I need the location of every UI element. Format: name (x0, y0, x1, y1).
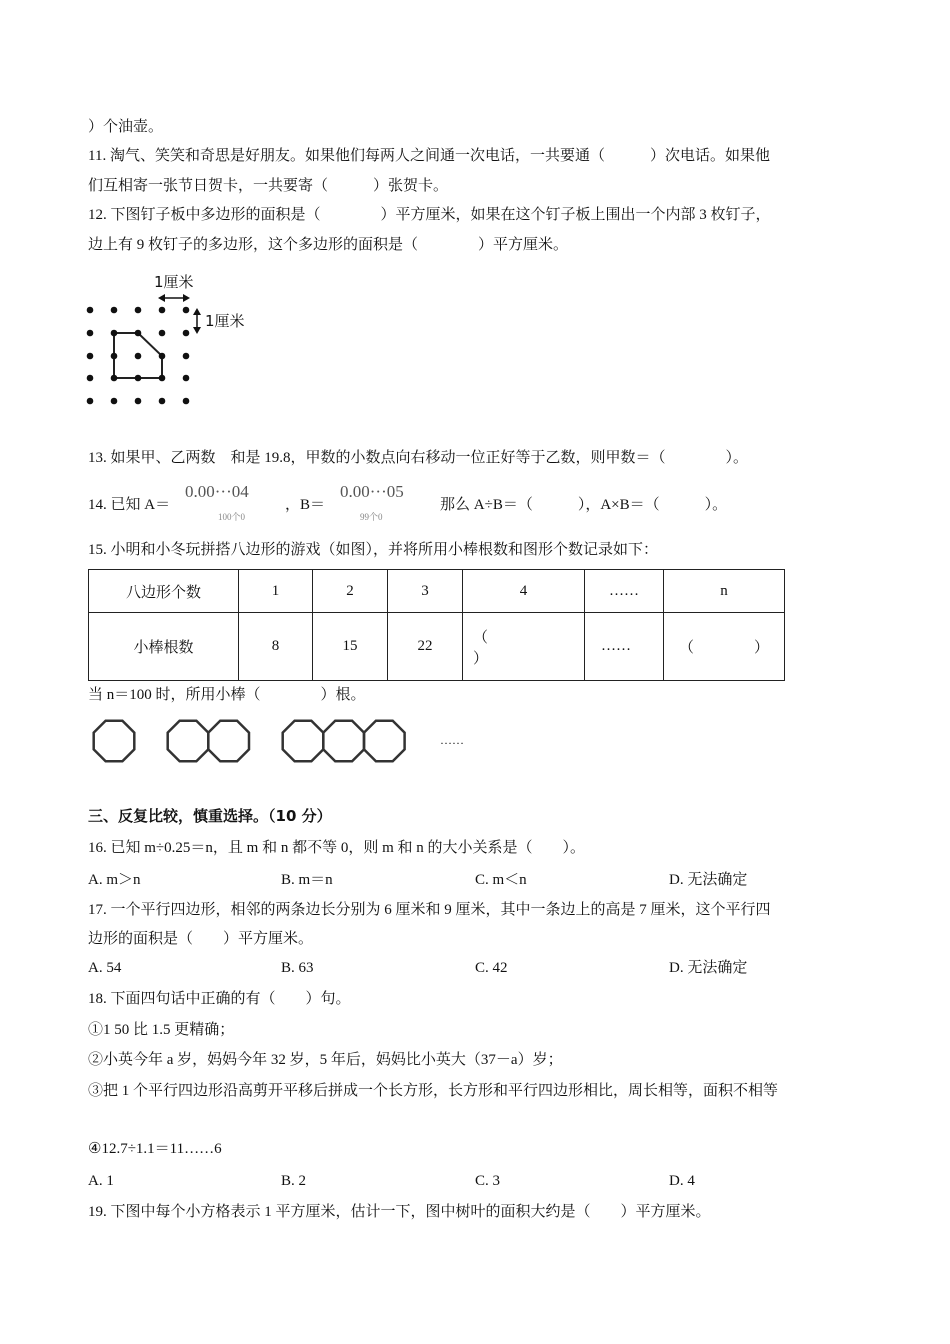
table-cell: n (664, 570, 785, 613)
ellipsis: …… (440, 733, 464, 747)
option-b: B. m＝n (281, 872, 333, 888)
option-d: D. 4 (669, 1173, 695, 1189)
option-b: B. 2 (281, 1173, 307, 1189)
nail-dot (87, 398, 94, 405)
octagon (94, 721, 135, 762)
table-cell: 8 (239, 613, 313, 681)
option-a: A. 54 (88, 960, 122, 976)
nail-dot (159, 398, 166, 405)
nail-board-figure (0, 0, 300, 420)
table-cell: 15 (313, 613, 388, 681)
option-d: D. 无法确定 (669, 960, 748, 976)
table-cell: 4 (463, 570, 585, 613)
statement-3: ③把 1 个平行四边形沿高剪开平移后拼成一个长方形，长方形和平行四边形相比，周长相等，面积不相等 (88, 1083, 779, 1099)
q14-mid: ，B＝ (285, 497, 326, 513)
text-line: 当 n＝100 时，所用小棒（ ）根。 (88, 687, 366, 703)
nail-dot (183, 330, 190, 337)
arrow-head (183, 294, 190, 302)
nail-dot (87, 353, 94, 360)
nail-dot (159, 375, 166, 382)
table-cell: 3 (388, 570, 463, 613)
octagon (283, 721, 324, 762)
question-16: 16. 已知 m÷0.25＝n，且 m 和 n 都不等 0，则 m 和 n 的大小关系是（ ）。 (88, 840, 585, 856)
option-b: B. 63 (281, 960, 314, 976)
table-cell: …… (585, 613, 664, 681)
nail-dot (183, 398, 190, 405)
q14-suffix: 那么 A÷B＝（ ），A×B＝（ ）。 (440, 497, 728, 513)
nail-dot (135, 353, 142, 360)
question-19: 19. 下图中每个小方格表示 1 平方厘米，估计一下，图中树叶的面积大约是（ ）平方厘米。 (88, 1204, 711, 1220)
b-note: 99个0 (360, 512, 383, 522)
question-17: 17. 一个平行四边形，相邻的两条边长分别为 6 厘米和 9 厘米，其中一条边上的高是 7 厘米，这个平行四 (88, 902, 771, 918)
nail-dot (183, 375, 190, 382)
table-cell: 八边形个数 (89, 570, 239, 613)
nail-dot (159, 330, 166, 337)
nail-dot (111, 330, 118, 337)
nail-dot (111, 398, 118, 405)
a-note: 100个0 (218, 512, 246, 522)
a-number: 0.00···04 (185, 482, 249, 501)
q14-prefix: 14. 已知 A＝ (88, 497, 171, 513)
octagon-table (88, 569, 785, 681)
question-13: 13. 如果甲、乙两数 和是 19.8，甲数的小数点向右移动一位正好等于乙数，则甲数＝（ ）。 (88, 450, 749, 466)
table-row (89, 570, 785, 613)
b-number: 0.00···05 (340, 482, 404, 501)
table-cell: 小棒根数 (89, 613, 239, 681)
table-cell: （ ） (463, 613, 585, 681)
nail-dot (111, 353, 118, 360)
text-line: 们互相寄一张节日贺卡，一共要寄（ ）张贺卡。 (88, 178, 449, 194)
text-line: 边形的面积是（ ）平方厘米。 (88, 931, 314, 947)
section-heading: 三、反复比较，慎重选择。（10 分） (88, 807, 332, 825)
question-11: 11. 淘气、笑笑和奇思是好朋友。如果他们每两人之间通一次电话，一共要通（ ）次电话。如果他 (88, 148, 770, 164)
octagon (208, 721, 249, 762)
question-12: 12. 下图钉子板中多边形的面积是（ ）平方厘米，如果在这个钉子板上围出一个内部 3 枚钉子， (88, 207, 771, 223)
nail-dot (87, 307, 94, 314)
question-18: 18. 下面四句话中正确的有（ ）句。 (88, 991, 351, 1007)
option-c: C. m＜n (475, 872, 527, 888)
table-cell: …… (585, 570, 664, 613)
arrow-head (193, 327, 201, 334)
octagons-figure (0, 700, 500, 780)
table-cell: 1 (239, 570, 313, 613)
octagon (323, 721, 364, 762)
text-line: ）个油壶。 (88, 119, 164, 135)
nail-dot (135, 375, 142, 382)
option-a: A. m＞n (88, 872, 141, 888)
option-d: D. 无法确定 (669, 872, 748, 888)
table-row (89, 613, 785, 681)
octagon (364, 721, 405, 762)
option-c: C. 42 (475, 960, 508, 976)
statement-2: ②小英今年 a 岁，妈妈今年 32 岁，5 年后，妈妈比小英大（37－a）岁； (88, 1052, 563, 1068)
unit-label-horizontal: 1厘米 (154, 273, 194, 291)
text-line: 边上有 9 枚钉子的多边形，这个多边形的面积是（ ）平方厘米。 (88, 237, 569, 253)
octagon (168, 721, 209, 762)
nail-dot (183, 307, 190, 314)
table-cell: 2 (313, 570, 388, 613)
nail-dot (135, 330, 142, 337)
statement-4: ④12.7÷1.1＝11……6 (88, 1141, 222, 1157)
nail-dot (135, 398, 142, 405)
arrow-head (193, 308, 201, 315)
table-cell: 22 (388, 613, 463, 681)
statement-1: ①1 50 比 1.5 更精确； (88, 1022, 235, 1038)
table-cell: （ ） (664, 613, 785, 681)
unit-label-vertical: 1厘米 (205, 312, 245, 330)
nail-dot (183, 353, 190, 360)
question-15: 15. 小明和小冬玩拼搭八边形的游戏（如图），并将所用小棒根数和图形个数记录如下： (88, 542, 659, 558)
nail-dot (135, 307, 142, 314)
nail-dot (159, 307, 166, 314)
arrow-head (158, 294, 165, 302)
nail-dot (111, 375, 118, 382)
nail-dot (159, 353, 166, 360)
option-a: A. 1 (88, 1173, 114, 1189)
nail-dot (111, 307, 118, 314)
nail-dot (87, 375, 94, 382)
nail-dot (87, 330, 94, 337)
option-c: C. 3 (475, 1173, 501, 1189)
